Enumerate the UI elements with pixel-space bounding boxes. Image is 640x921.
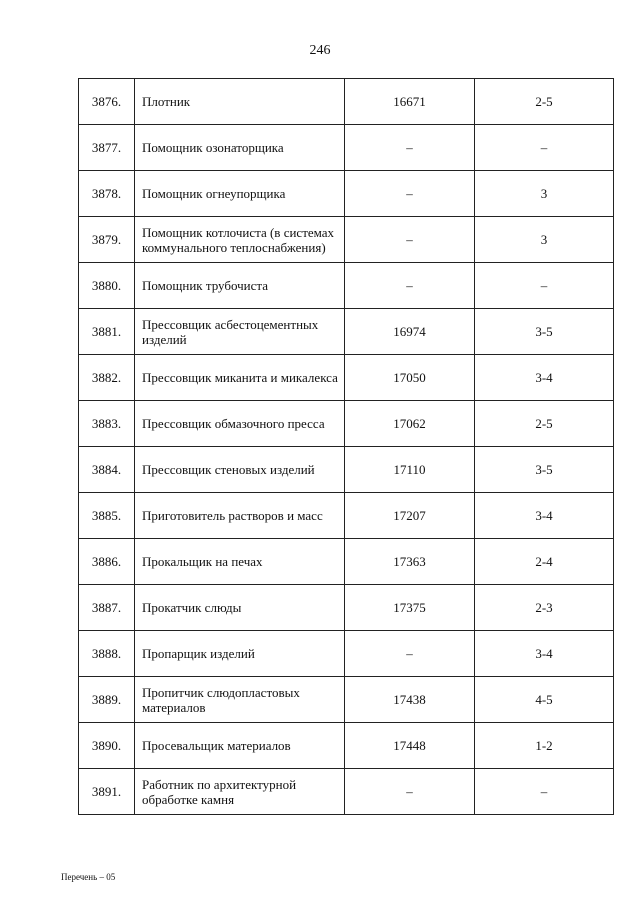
profession-code-cell (345, 125, 475, 171)
table-row (79, 447, 614, 493)
profession-code-cell (345, 539, 475, 585)
grade-range-cell (475, 677, 614, 723)
profession-code-text: – (406, 646, 413, 661)
row-number-cell (79, 79, 135, 125)
table-row (79, 723, 614, 769)
profession-code-text: – (406, 784, 413, 799)
grade-range-text: 3-4 (535, 646, 553, 661)
profession-name-text: Прокатчик слюды (142, 600, 242, 615)
profession-code-text: 17207 (393, 508, 426, 523)
grade-range-text: 2-4 (535, 554, 553, 569)
grade-range-text: – (540, 140, 548, 155)
profession-name-text: Помощник котлочиста (в системах коммунального теплоснабжения) (142, 224, 335, 255)
profession-name-cell (135, 447, 345, 493)
grade-range-text: 1-2 (535, 738, 553, 753)
table-row (79, 355, 614, 401)
row-number-cell (79, 539, 135, 585)
profession-name-cell (135, 769, 345, 815)
table-row (79, 125, 614, 171)
profession-code-text: – (406, 278, 413, 293)
row-number-cell (79, 677, 135, 723)
profession-code-text: 17062 (393, 416, 426, 431)
profession-name-cell (135, 309, 345, 355)
row-number-cell (79, 723, 135, 769)
row-number-text: 3879. (91, 232, 122, 247)
row-number-cell (79, 401, 135, 447)
profession-name-cell (135, 171, 345, 217)
grade-range-cell (475, 355, 614, 401)
table-row (79, 217, 614, 263)
row-number-cell (79, 263, 135, 309)
profession-name-cell (135, 125, 345, 171)
row-number-cell (79, 585, 135, 631)
grade-range-cell (475, 493, 614, 539)
table-row (79, 631, 614, 677)
row-number-text: 3881. (91, 324, 122, 339)
grade-range-cell (475, 769, 614, 815)
profession-code-cell (345, 401, 475, 447)
row-number-cell (79, 769, 135, 815)
profession-name-text: Прессовщик стеновых изделий (142, 462, 315, 477)
professions-table (78, 78, 614, 815)
row-number-cell (79, 217, 135, 263)
profession-code-cell (345, 493, 475, 539)
table-row (79, 677, 614, 723)
grade-range-cell (475, 309, 614, 355)
grade-range-text: 3-5 (535, 324, 553, 339)
table-row (79, 769, 614, 815)
profession-code-cell (345, 79, 475, 125)
row-number-cell (79, 355, 135, 401)
table-row (79, 401, 614, 447)
grade-range-text: 3-5 (535, 462, 553, 477)
table-body (79, 79, 614, 815)
profession-code-cell (345, 585, 475, 631)
row-number-cell (79, 447, 135, 493)
grade-range-cell (475, 79, 614, 125)
grade-range-cell (475, 723, 614, 769)
grade-range-cell (475, 171, 614, 217)
profession-name-cell (135, 79, 345, 125)
row-number-cell (79, 125, 135, 171)
row-number-cell (79, 171, 135, 217)
profession-code-cell (345, 769, 475, 815)
profession-name-text: Работник по архитектурной обработке камня (142, 776, 297, 807)
profession-code-cell (345, 171, 475, 217)
profession-code-text: 17448 (393, 738, 426, 753)
grade-range-text: 2-3 (535, 600, 553, 615)
row-number-text: 3885. (91, 508, 122, 523)
row-number-text: 3876. (91, 94, 122, 109)
table-row (79, 309, 614, 355)
grade-range-text: 3 (540, 186, 548, 201)
profession-name-cell (135, 677, 345, 723)
grade-range-cell (475, 401, 614, 447)
profession-code-cell (345, 677, 475, 723)
table-row (79, 539, 614, 585)
profession-name-text: Просевальщик материалов (142, 738, 291, 753)
profession-name-text: Помощник трубочиста (142, 278, 269, 293)
profession-code-text: – (406, 186, 413, 201)
grade-range-cell (475, 585, 614, 631)
row-number-text: 3882. (91, 370, 122, 385)
profession-name-text: Пропарщик изделий (142, 646, 255, 661)
profession-code-cell (345, 631, 475, 677)
row-number-cell (79, 493, 135, 539)
grade-range-text: 2-5 (535, 416, 553, 431)
profession-code-cell (345, 263, 475, 309)
table-row (79, 263, 614, 309)
grade-range-text: 3 (540, 232, 548, 247)
row-number-text: 3889. (91, 692, 122, 707)
profession-name-text: Прессовщик миканита и микалекса (142, 370, 338, 385)
profession-name-text: Прокальщик на печах (142, 554, 263, 569)
profession-name-text: Прессовщик асбестоцементных изделий (142, 316, 319, 347)
profession-name-cell (135, 539, 345, 585)
profession-code-text: 17438 (393, 692, 426, 707)
profession-code-text: 17375 (393, 600, 426, 615)
row-number-text: 3888. (91, 646, 122, 661)
page-number: 246 (309, 43, 331, 58)
profession-code-text: 17050 (393, 370, 426, 385)
grade-range-cell (475, 539, 614, 585)
profession-name-cell (135, 493, 345, 539)
row-number-text: 3887. (91, 600, 122, 615)
profession-name-text: Пропитчик слюдопластовых материалов (142, 684, 300, 715)
profession-name-text: Приготовитель растворов и масс (142, 508, 323, 523)
profession-code-text: 16974 (393, 324, 426, 339)
grade-range-cell (475, 217, 614, 263)
profession-name-cell (135, 631, 345, 677)
profession-code-text: 16671 (393, 94, 426, 109)
grade-range-text: 2-5 (535, 94, 553, 109)
profession-code-text: 17110 (393, 462, 426, 477)
grade-range-cell (475, 447, 614, 493)
profession-name-cell (135, 263, 345, 309)
table-row (79, 493, 614, 539)
footer-label: Перечень – 05 (61, 872, 116, 882)
table-row (79, 79, 614, 125)
profession-code-text: – (406, 232, 413, 247)
profession-code-cell (345, 723, 475, 769)
profession-name-text: Плотник (142, 94, 191, 109)
grade-range-text: 3-4 (535, 370, 553, 385)
profession-code-text: 17363 (393, 554, 426, 569)
profession-code-cell (345, 217, 475, 263)
row-number-text: 3883. (91, 416, 122, 431)
profession-name-cell (135, 355, 345, 401)
profession-name-cell (135, 723, 345, 769)
grade-range-cell (475, 125, 614, 171)
row-number-cell (79, 309, 135, 355)
row-number-text: 3878. (91, 186, 122, 201)
profession-code-cell (345, 309, 475, 355)
profession-name-cell (135, 585, 345, 631)
profession-code-cell (345, 355, 475, 401)
table-row (79, 171, 614, 217)
grade-range-text: – (540, 784, 548, 799)
row-number-text: 3877. (91, 140, 122, 155)
row-number-text: 3891. (91, 784, 122, 799)
table-row (79, 585, 614, 631)
profession-name-text: Прессовщик обмазочного пресса (142, 416, 325, 431)
row-number-text: 3884. (91, 462, 122, 477)
grade-range-text: – (540, 278, 548, 293)
profession-code-cell (345, 447, 475, 493)
row-number-text: 3880. (91, 278, 122, 293)
profession-name-cell (135, 401, 345, 447)
grade-range-text: 3-4 (535, 508, 553, 523)
profession-name-text: Помощник озонаторщика (142, 140, 284, 155)
row-number-text: 3890. (91, 738, 122, 753)
profession-name-cell (135, 217, 345, 263)
profession-code-text: – (406, 140, 413, 155)
profession-name-text: Помощник огнеупорщика (142, 186, 286, 201)
grade-range-cell (475, 263, 614, 309)
grade-range-cell (475, 631, 614, 677)
row-number-cell (79, 631, 135, 677)
row-number-text: 3886. (91, 554, 122, 569)
grade-range-text: 4-5 (535, 692, 553, 707)
